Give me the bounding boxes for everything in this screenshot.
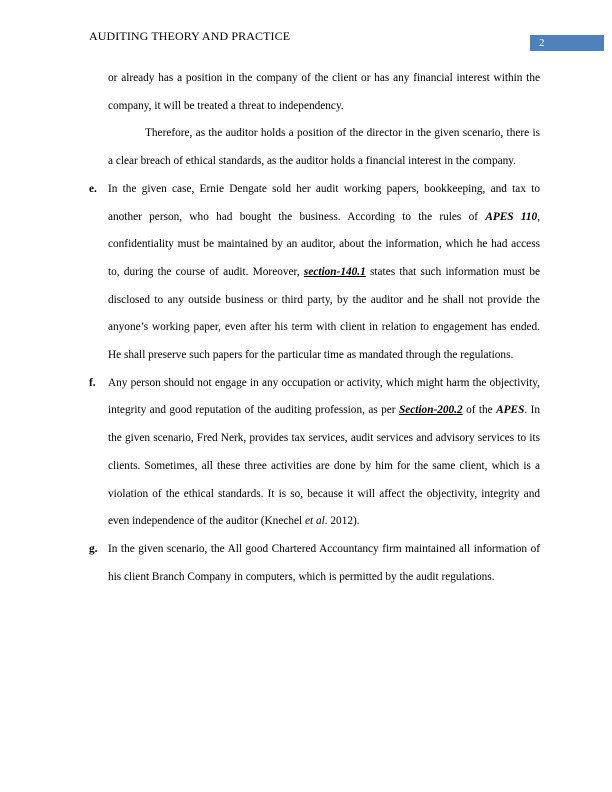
list-item-g — [89, 536, 540, 591]
paragraph-continued: or already has a position in the company of the client or has any financial interest within the company, it will be treated a threat to independency. — [108, 72, 540, 112]
list-marker: g. — [89, 542, 98, 555]
item-text: . In the given scenario, Fred Nerk, provides tax services, audit services and advisory services to its clients. Sometimes, all these three activities are done by him for the same client, which is a violation of the ethical standards. It is so, because it will affect the objectivity, integrity and even independence of the auditor (Knechel — [108, 404, 540, 528]
list-marker: e. — [89, 182, 97, 195]
item-text: Any person should not engage in any occupation or activity, which might harm the objectivity, integrity and good reputation of the auditing profession, as per — [108, 376, 540, 417]
paragraph-therefore: Therefore, as the auditor holds a position of the director in the given scenario, there is a clear breach of ethical standards, as the auditor holds a financial interest in the company. — [108, 127, 540, 168]
running-header-title: AUDITING THEORY AND PRACTICE — [89, 29, 291, 43]
apes-reference: APES — [496, 404, 525, 417]
item-text: . 2012). — [324, 515, 360, 528]
document-body — [89, 65, 540, 591]
list-item-f — [89, 370, 540, 536]
list-item-e — [89, 176, 540, 370]
et-al-citation: et al — [304, 515, 325, 528]
item-text: , confidentiality must be maintained by an auditor, about the information, which he had access to, during the course of audit. Moreover, — [108, 210, 541, 278]
section-200-2-reference: Section-200.2 — [398, 404, 463, 417]
apes-110-reference: APES 110 — [485, 210, 538, 223]
section-140-1-reference: section-140.1 — [303, 265, 366, 278]
item-text: states that such information must be disclosed to any outside business or third party, by the auditor and he shall not provide the anyone’s working paper, even after his term with client in relation to engagement has ended. He shall preserve such papers for the particular time as mandated through the regulations. — [108, 265, 540, 362]
page-number-badge: 2 — [530, 35, 604, 51]
item-text: In the given case, Ernie Dengate sold her audit working papers, bookkeeping, and tax to another person, who had bought the business. According to the rules of — [108, 182, 540, 223]
list-marker: f. — [89, 376, 96, 389]
item-text: In the given scenario, the All good Chartered Accountancy firm maintained all information of his client Branch Company in computers, which is permitted by the audit regulations. — [108, 542, 540, 583]
item-text: of the — [462, 404, 497, 417]
